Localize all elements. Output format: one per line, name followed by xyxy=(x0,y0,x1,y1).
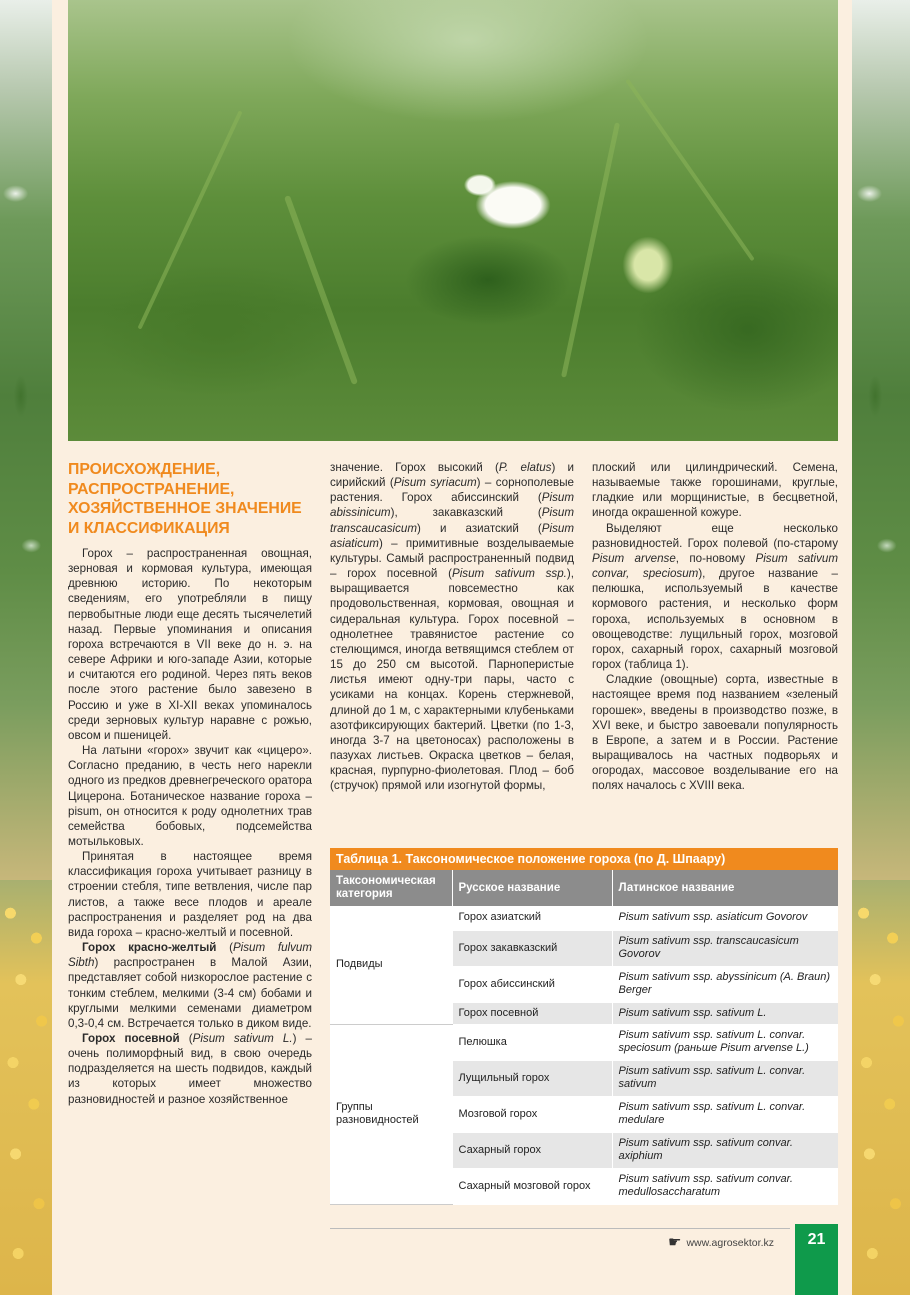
column-1 xyxy=(68,460,312,1107)
latin-name-cell: Pisum sativum ssp. asiaticum Govorov xyxy=(612,906,838,930)
term-latin: P. elatus xyxy=(498,461,552,474)
page-number: 21 xyxy=(795,1224,838,1256)
yellow-peas-photo xyxy=(852,880,910,1295)
hand-pointer-icon: ☛ xyxy=(668,1234,682,1251)
photo-stem xyxy=(561,122,620,377)
photo-stem xyxy=(284,195,358,385)
term-latin: Pisum sativum ssp. xyxy=(451,567,567,581)
latin-name-cell: Pisum sativum ssp. sativum L. xyxy=(612,1002,838,1024)
latin-name-cell: Pisum sativum ssp. sativum convar. medullosaccharatum xyxy=(612,1168,838,1204)
latin-name-cell: Pisum sativum ssp. sativum L. convar. sativum xyxy=(612,1060,838,1096)
text: ), выращивается повсеместно как продовольственная, кормовая, овощная и сидеральная культура. Горох посевной – однолетнее травянистое растение со стелющимся, иногда ветвящимся стеблем от 15 до 250 см высотой. Парноперистые листья имеют одну-три пары, часто с усиками на концах. Корень стержневой, длиной до 1 м, с характерными клубеньками азотфиксирующих бактерий. Цветки (по 1-3, иногда 3-7 на цветоносах) расположены в пазухах листьев. Окраска цветков – белая, красная, пурпурно-фиолетовая. Плод – боб (стручок) прямой или изогнутой формы, xyxy=(330,567,574,793)
column-2 xyxy=(330,460,574,793)
term-latin: Pisum syriacum xyxy=(393,476,477,490)
paragraph: плоский или цилиндрический. Семена, называемые также горошинами, круглые, гладкие или морщинистые, в бесцветной, иногда окрашенной кожуре. xyxy=(592,461,838,520)
russian-name-cell: Лущильный горох xyxy=(452,1060,612,1096)
text: ) и азиатский ( xyxy=(417,521,542,535)
header-category: Таксономическая категория xyxy=(330,870,452,906)
paragraph: На латыни «горох» звучит как «цицеро». Согласно преданию, в честь него нарекли одного из предков древнегреческого оратора Цицерона. Ботаническое название гороха – pisum, он относится к роду однолетних трав семейства бобовых, подсемейства мотыльковых. xyxy=(68,744,312,848)
table-grid xyxy=(330,870,838,1205)
table-row xyxy=(330,906,838,930)
text: ), другое название – пелюшка, используемый в качестве кормового растения, и несколько форм гороха, используемых в основном в овощеводстве: лущильный горох, мозговой горох, сахарный горох, сахарный мозговой горох (таблица 1). xyxy=(592,567,838,672)
term-latin: Pisum abissinicum xyxy=(330,491,574,520)
term-bold: Горох красно-желтый xyxy=(82,941,217,955)
paragraph-text: – очень полиморфный вид, в свою очередь подразделяется на шесть подвидов, каждый из которых имеет множество разновидностей и разное хозяйственное xyxy=(68,1032,312,1106)
header-russian: Русское название xyxy=(452,870,612,906)
section-heading: ПРОИСХОЖДЕНИЕ, РАСПРОСТРАНЕНИЕ, ХОЗЯЙСТВЕННОЕ ЗНАЧЕНИЕ И КЛАССИФИКАЦИЯ xyxy=(68,461,302,537)
category-cell: Группы разновидностей xyxy=(330,1024,452,1204)
photo-stem xyxy=(625,79,754,262)
text: ) – примитивные возделываемые культуры. Самый распространенный подвид – горох посевной ( xyxy=(330,536,574,581)
paragraph: Сладкие (овощные) сорта, известные в настоящее время под названием «зеленый горошек», введены в производство позже, в XVI веке, и быстро завоевали популярность в Европе, а затем и в России. Растение выращивалось на частных подворьях и огородах, массовое возделывание его на полях началось с XVIII века. xyxy=(592,673,838,793)
text: Выделяют еще несколько разновидностей. Горох полевой (по-старому xyxy=(592,521,838,550)
paragraph: Горох посевной (Pisum sativum L.) – очень полиморфный вид, в свою очередь подразделяется на шесть подвидов, каждый из которых имеет множество разновидностей и разное хозяйственное xyxy=(68,1032,312,1106)
header-latin: Латинское название xyxy=(612,870,838,906)
website-url: www.agrosektor.kz xyxy=(686,1237,774,1249)
russian-name-cell: Сахарный горох xyxy=(452,1132,612,1168)
left-photo-strip xyxy=(0,0,52,1295)
paragraph xyxy=(330,460,574,793)
russian-name-cell: Мозговой горох xyxy=(452,1096,612,1132)
table-header-row xyxy=(330,870,838,906)
website-link[interactable] xyxy=(668,1234,774,1251)
yellow-peas-photo xyxy=(0,880,52,1295)
russian-name-cell: Горох азиатский xyxy=(452,906,612,930)
page-number-band xyxy=(795,1256,838,1295)
term-latin: Pisum asiaticum xyxy=(330,521,574,550)
latin-name-cell: Pisum sativum ssp. abyssinicum (A. Braun) Berger xyxy=(612,966,838,1002)
photo-stem xyxy=(137,110,242,329)
right-photo-strip xyxy=(852,0,910,1295)
category-cell: Подвиды xyxy=(330,906,452,1024)
latin-name-cell: Pisum sativum ssp. sativum convar. axiphium xyxy=(612,1132,838,1168)
term-latin: Pisum transcaucasicum xyxy=(330,506,574,535)
russian-name-cell: Сахарный мозговой горох xyxy=(452,1168,612,1204)
text: , по-новому xyxy=(675,551,756,565)
text: ) – сорнополевые растения. Горох абиссинский ( xyxy=(330,476,574,505)
term-latin: Pisum sativum convar, speciosum xyxy=(592,551,838,581)
term-latin: Pisum fulvum Sibth xyxy=(68,941,312,970)
pea-field-photo xyxy=(0,0,52,880)
russian-name-cell: Горох закавказский xyxy=(452,930,612,966)
russian-name-cell: Пелюшка xyxy=(452,1024,612,1060)
table-row xyxy=(330,1024,838,1060)
term-bold: Горох посевной xyxy=(82,1032,180,1045)
term-latin: Pisum sativum L. xyxy=(192,1032,293,1045)
pea-plant-photo xyxy=(68,0,838,441)
pea-field-photo xyxy=(852,0,910,880)
latin-name-cell: Pisum sativum ssp. sativum L. convar. medulare xyxy=(612,1096,838,1132)
paragraph-text: распространен в Малой Азии, представляет собой низкорослое растение с тонким стеблем, мелкими (3-4 см) бобами и круглыми мелкими семенами диаметром 0,3-0,4 см. Встречается только в диком виде. xyxy=(68,956,312,1030)
paragraph: Горох – распространенная овощная, зерновая и кормовая культура, имеющая древнюю историю. По некоторым сведениям, его употребляли в пищу первобытные люди еще десять тысячелетий назад. Первые упоминания и описания гороха встречаются в VII веке до н. э. на севере Африки и юго-западе Азии, которые и считаются его родиной. Через пять веков после этого растение было завезено в Россию и уже в XI-XII веках упоминалось среди зерновых культур наравне с рожью, овсом и пшеницей. xyxy=(68,547,312,742)
text: ) и сирийский ( xyxy=(330,461,574,490)
paragraph: Горох красно-желтый (Pisum fulvum Sibth) распространен в Малой Азии, представляет собой низкорослое растение с тонким стеблем, мелкими (3-4 см) бобами и круглыми мелкими семенами диаметром 0,3-0,4 см. Встречается только в диком виде. xyxy=(68,941,312,1030)
latin-name-cell: Pisum sativum ssp. sativum L. convar. speciosum (раньше Pisum arvense L.) xyxy=(612,1024,838,1060)
text: значение. Горох высокий ( xyxy=(330,461,499,474)
latin-name-cell: Pisum sativum ssp. transcaucasicum Govorov xyxy=(612,930,838,966)
paragraph xyxy=(592,521,838,673)
table-title: Таблица 1. Таксономическое положение гороха (по Д. Шпаару) xyxy=(330,848,838,870)
text: ), закавказский ( xyxy=(390,506,542,520)
footer-divider xyxy=(330,1228,790,1229)
term-latin: Pisum arvense xyxy=(592,551,676,565)
column-3 xyxy=(592,460,838,793)
paragraph: Принятая в настоящее время классификация гороха учитывает разницу в строении стебля, типе ветвления, числе пар листов, а также весе плодов и ареале распространения и разделяет род на два вида гороха – красно-желтый и посевной. xyxy=(68,850,312,939)
russian-name-cell: Горох абиссинский xyxy=(452,966,612,1002)
taxonomy-table xyxy=(330,848,838,1205)
russian-name-cell: Горох посевной xyxy=(452,1002,612,1024)
